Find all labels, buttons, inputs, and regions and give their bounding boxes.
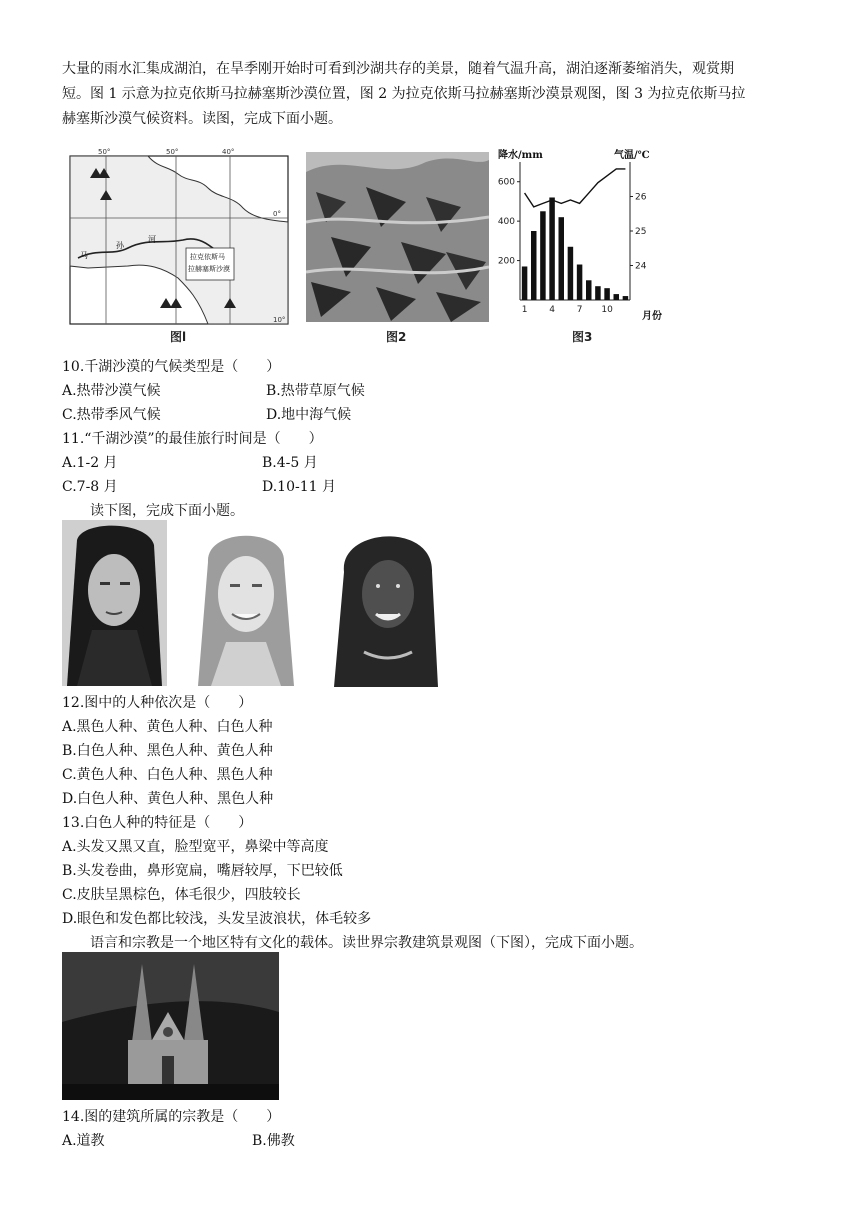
q12-option-d[interactable]: D.白色人种、黄色人种、黑色人种: [62, 791, 274, 807]
figure-2-label: 图2: [386, 330, 407, 344]
religious-building-photo: [62, 952, 279, 1100]
left-tick-label: 600: [497, 177, 515, 188]
left-tick-label: 200: [497, 256, 515, 267]
q14-option-a[interactable]: A.道教: [62, 1133, 105, 1149]
portrait-photo-2: [186, 522, 306, 686]
figure-1-label: 图l: [170, 330, 187, 344]
left-axis-title: 降水/mm: [498, 150, 543, 161]
intro-line-3: 赫塞斯沙漠气候资料。读图，完成下面小题。: [62, 111, 342, 127]
desert-label-line-1: 拉克依斯马: [190, 253, 225, 261]
climate-chart-svg: [494, 144, 670, 320]
river-label-sun: 孙: [116, 241, 124, 250]
svg-text:50°: 50°: [98, 148, 111, 156]
temperature-line: [525, 169, 626, 207]
right-tick-label: 24: [635, 261, 647, 272]
figure-3-climate-chart: [494, 144, 670, 320]
precip-bar: [623, 296, 629, 300]
q12-option-c[interactable]: C.黄色人种、白色人种、黑色人种: [62, 767, 273, 783]
q14-option-b[interactable]: B.佛教: [252, 1133, 295, 1149]
x-tick-label: 7: [576, 305, 583, 315]
q11-option-d[interactable]: D.10-11 月: [262, 479, 336, 495]
desert-label-line-2: 拉赫塞斯沙漠: [188, 265, 230, 273]
read-prompt: 读下图，完成下面小题。: [90, 503, 244, 519]
x-tick-label: 1: [521, 305, 528, 315]
figure-2-desert-photo: [306, 152, 489, 322]
q11-option-a[interactable]: A.1-2 月: [62, 455, 118, 471]
q10-option-b[interactable]: B.热带草原气候: [266, 383, 365, 399]
svg-text:10°: 10°: [273, 316, 286, 324]
precip-bar: [540, 211, 546, 300]
x-tick-label: 4: [549, 305, 555, 315]
precip-bar: [568, 247, 574, 300]
q14-stem: 14.图的建筑所属的宗教是（ ）: [62, 1109, 281, 1125]
precip-bar: [586, 280, 592, 300]
q10-stem: 10.千湖沙漠的气候类型是（ ）: [62, 359, 281, 375]
figure-1-map: [68, 148, 290, 326]
q12-option-b[interactable]: B.白色人种、黑色人种、黄色人种: [62, 743, 273, 759]
religion-prompt: 语言和宗教是一个地区特有文化的载体。读世界宗教建筑景观图（下图），完成下面小题。: [90, 935, 643, 951]
x-axis-unit: 月份: [642, 311, 662, 322]
precip-bar: [522, 266, 528, 300]
precip-bar: [604, 288, 610, 300]
figure-3-label: 图3: [572, 330, 593, 344]
left-tick-label: 400: [497, 217, 515, 228]
svg-text:50°: 50°: [166, 148, 179, 156]
precip-bar: [559, 217, 565, 300]
precip-bar: [614, 294, 620, 300]
river-label-ma: 马: [80, 251, 88, 260]
intro-line-2: 短。图 1 示意为拉克依斯马拉赫塞斯沙漠位置，图 2 为拉克依斯马拉赫塞斯沙漠景观图，图 3 为拉克依斯马拉: [62, 86, 746, 102]
precip-bar: [577, 265, 583, 300]
q11-option-b[interactable]: B.4-5 月: [262, 455, 318, 471]
q11-option-c[interactable]: C.7-8 月: [62, 479, 118, 495]
precip-bar: [549, 197, 555, 300]
q13-option-d[interactable]: D.眼色和发色都比较浅，头发呈波浪状，体毛较多: [62, 911, 372, 927]
q13-stem: 13.白色人种的特征是（ ）: [62, 815, 253, 831]
precip-bar: [595, 286, 601, 300]
q10-option-c[interactable]: C.热带季风气候: [62, 407, 161, 423]
q13-option-a[interactable]: A.头发又黑又直，脸型宽平，鼻梁中等高度: [62, 839, 329, 855]
portrait-photo-3: [334, 522, 438, 687]
precip-bar: [531, 231, 537, 300]
q11-stem: 11.“千湖沙漠”的最佳旅行时间是（ ）: [62, 431, 323, 447]
right-tick-label: 26: [635, 192, 647, 203]
svg-text:40°: 40°: [222, 148, 235, 156]
svg-text:0°: 0°: [273, 210, 281, 218]
q12-stem: 12.图中的人种依次是（ ）: [62, 695, 253, 711]
q13-option-c[interactable]: C.皮肤呈黑棕色，体毛很少，四肢较长: [62, 887, 301, 903]
q10-option-d[interactable]: D.地中海气候: [266, 407, 352, 423]
x-tick-label: 10: [601, 305, 613, 315]
river-label-he: 河: [148, 235, 156, 244]
right-axis-title: 气温/℃: [614, 150, 650, 161]
right-tick-label: 25: [635, 227, 647, 237]
q13-option-b[interactable]: B.头发卷曲，鼻形宽扁，嘴唇较厚，下巴较低: [62, 863, 343, 879]
intro-line-1: 大量的雨水汇集成湖泊，在旱季刚开始时可看到沙湖共存的美景，随着气温升高，湖泊逐渐萎缩消失，观赏期: [62, 61, 734, 77]
q12-option-a[interactable]: A.黑色人种、黄色人种、白色人种: [62, 719, 273, 735]
q10-option-a[interactable]: A.热带沙漠气候: [62, 383, 161, 399]
portrait-photo-1: [62, 520, 167, 686]
